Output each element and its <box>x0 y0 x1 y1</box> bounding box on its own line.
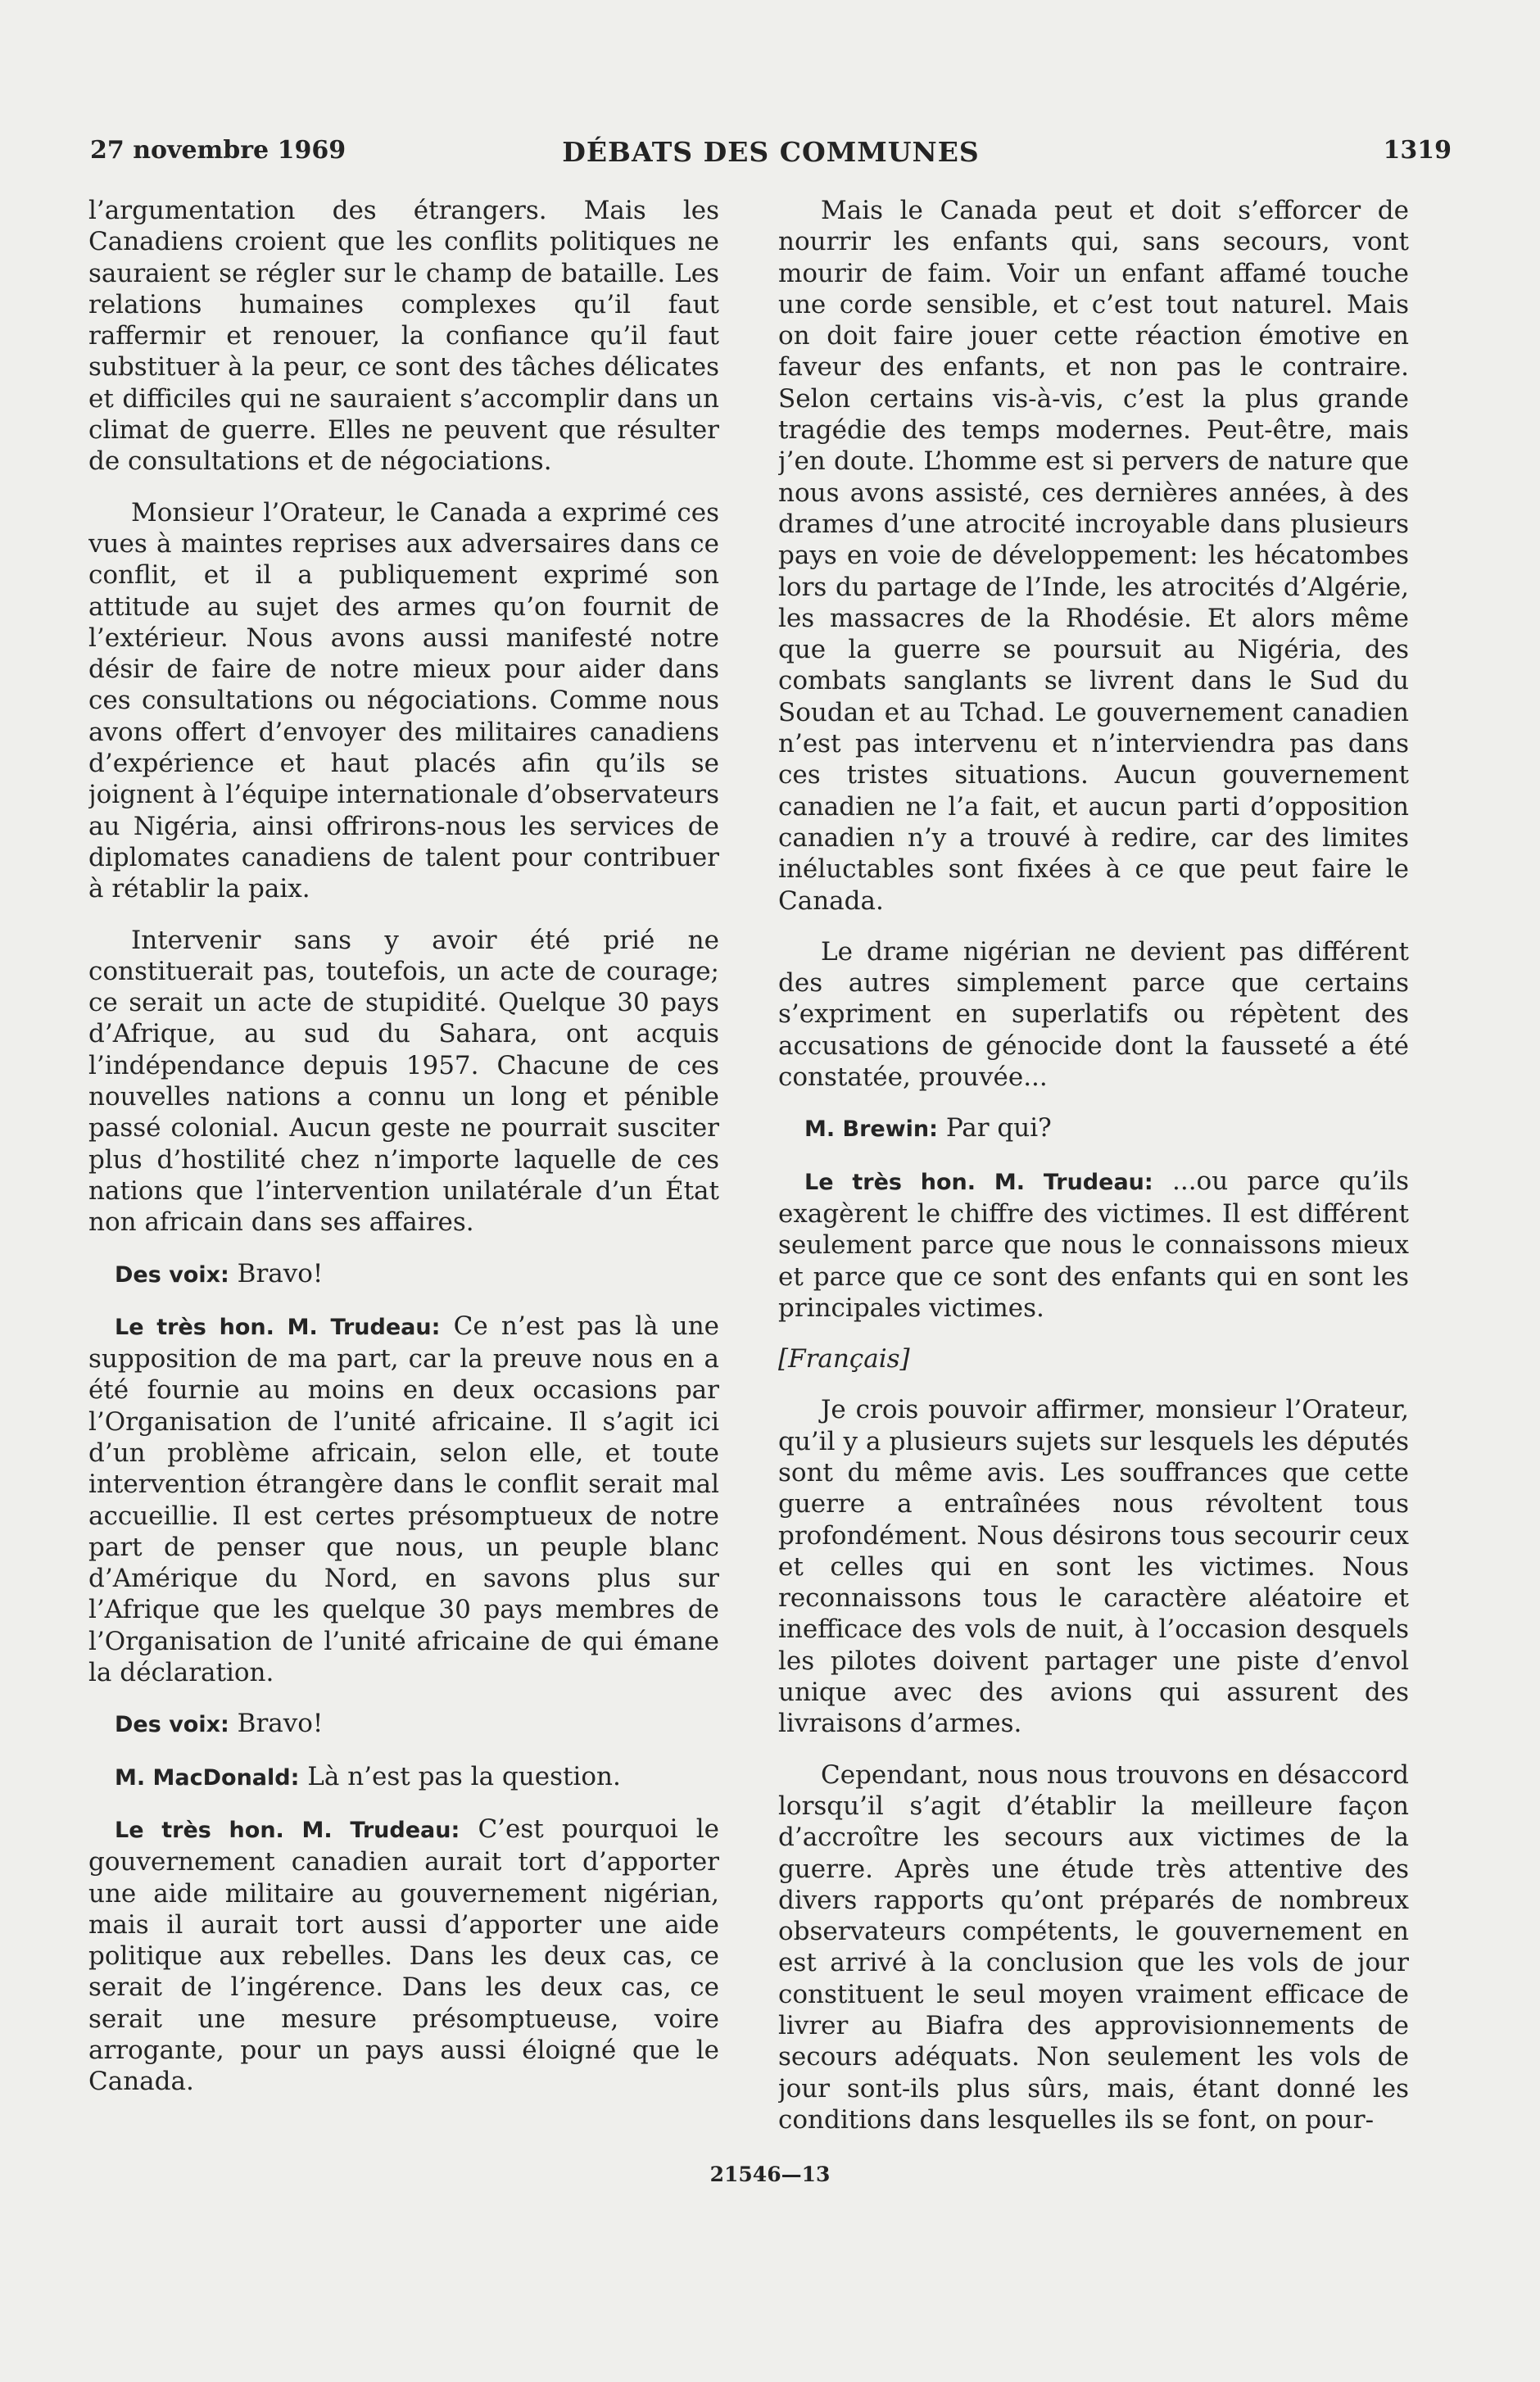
paragraph <box>88 1311 719 1689</box>
paragraph-text: Ce n’est pas là une supposition de ma part, car la preuve nous en a été fournie au moins en deux occasions par l’Organisation de l’unité africaine. Il s’agit ici d’un problème africain, selon elle, et toute intervention étrangère dans le conflit serait mal accueillie. Il est certes présomptueux de notre part de penser que nous, un peuple blanc d’Amérique du Nord, en savons plus sur l’Afrique que les quelque 30 pays membres de l’Organisation de l’unité africaine de qui émane la déclaration. <box>88 1311 719 1688</box>
paragraph-text: Là n’est pas la question. <box>307 1761 621 1791</box>
speaker-name: M. MacDonald: <box>115 1764 300 1791</box>
speaker-name: Le très hon. M. Trudeau: <box>804 1169 1153 1195</box>
paragraph-text: Je crois pouvoir affirmer, monsieur l’Orateur, qu’il y a plusieurs sujets sur lesquels les députés sont du même avis. Les souffrances que cette guerre a entraînées nous révoltent tous profondément. Nous désirons tous secourir ceux et celles qui en sont les victimes. Nous reconnaissons tous le caractère aléatoire et inefficace des vols de nuit, à l’occasion desquels les pilotes doivent partager une piste d’envol unique avec des avions qui assurent des livraisons d’armes. <box>778 1395 1409 1739</box>
paragraph <box>88 195 719 478</box>
paragraph-text: Bravo! <box>237 1258 324 1288</box>
paragraph <box>88 497 719 905</box>
header-date: 27 novembre 1969 <box>90 136 346 165</box>
paragraph <box>88 925 719 1239</box>
paragraph-text: ...ou parce qu’ils exagèrent le chiffre des victimes. Il est différent seulement parce que nous le connaissons mieux et parce que ce sont des enfants qui en sont les principales victimes. <box>778 1166 1409 1323</box>
paragraph <box>88 1761 719 1794</box>
paragraph <box>778 1759 1409 2136</box>
language-marker-text: [Français] <box>778 1344 910 1374</box>
paragraph-text: Intervenir sans y avoir été prié ne constituerait pas, toutefois, un acte de courage; ce serait un acte de stupidité. Quelque 30 pays d’Afrique, au sud du Sahara, ont acquis l’indépendance depuis 1957. Chacune de ces nouvelles nations a connu un long et pénible passé colonial. Aucun geste ne pourrait susciter plus d’hostilité chez n’importe laquelle de ces nations que l’intervention unilatérale d’un État non africain dans ses affaires. <box>88 925 719 1238</box>
speaker-name: Le très hon. M. Trudeau: <box>115 1314 441 1340</box>
paragraph-text: C’est pourquoi le gouvernement canadien aurait tort d’apporter une aide militaire au gouvernement nigérian, mais il aurait tort aussi d’apporter une aide politique aux rebelles. Dans les deux cas, ce serait de l’ingérence. Dans les deux cas, ce serait une mesure présomptueuse, voire arrogante, pour un pays aussi éloigné que le Canada. <box>88 1814 719 2097</box>
paragraph <box>88 1258 719 1291</box>
header-title: DÉBATS DES COMMUNES <box>562 136 980 168</box>
paragraph-text: Monsieur l’Orateur, le Canada a exprimé ces vues à maintes reprises aux adversaires dans ce conflit, et il a publiquement exprimé son attitude au sujet des armes qu’on fournit de l’extérieur. Nous avons aussi manifesté notre désir de faire de notre mieux pour aider dans ces consultations ou négociations. Comme nous avons offert d’envoyer des militaires canadiens d’expérience et haut placés afin qu’ils se joignent à l’équipe internationale d’observateurs au Nigéria, ainsi offrirons-nous les services de diplomates canadiens de talent pour contribuer à rétablir la paix. <box>88 497 719 904</box>
speaker-name: M. Brewin: <box>804 1116 938 1143</box>
speaker-name: Des voix: <box>115 1261 229 1288</box>
language-marker <box>778 1343 1409 1374</box>
paragraph <box>88 1814 719 2098</box>
running-header <box>90 136 1452 177</box>
paragraph-text: l’argumentation des étrangers. Mais les Canadiens croient que les conflits politiques ne sauraient se régler sur le champ de bataille. Les relations humaines complexes qu’il faut raffermir et renouer, la confiance qu’il faut substituer à la peur, ce sont des tâches délicates et difficiles qui ne sauraient s’accomplir dans un climat de guerre. Elles ne peuvent que résulter de consultations et de négociations. <box>88 196 719 477</box>
paragraph-text: Bravo! <box>237 1709 324 1739</box>
paragraph-text: Mais le Canada peut et doit s’efforcer de nourrir les enfants qui, sans secours, vont mourir de faim. Voir un enfant affamé touche une corde sensible, et c’est tout naturel. Mais on doit faire jouer cette réaction émotive en faveur des enfants, et non pas le contraire. Selon certains vis-à-vis, c’est la plus grande tragédie des temps modernes. Peut-être, mais j’en doute. L’homme est si pervers de nature que nous avons assisté, ces dernières années, à des drames d’une atrocité incroyable dans plusieurs pays en voie de développement: les hécatombes lors du partage de l’Inde, les atrocités d’Algérie, les massacres de la Rhodésie. Et alors même que la guerre se poursuit au Nigéria, des combats sanglants se livrent dans le Sud du Soudan et au Tchad. Le gouvernement canadien n’est pas intervenu et n’interviendra pas dans ces tristes situations. Aucun gouvernement canadien ne l’a fait, et aucun parti d’opposition canadien n’y a trouvé à redire, car des limites inéluctables sont fixées à ce que peut faire le Canada. <box>778 196 1409 916</box>
paragraph <box>778 1166 1409 1324</box>
footer-code: 21546—13 <box>709 2162 831 2186</box>
speaker-name: Des voix: <box>115 1712 229 1738</box>
paragraph <box>778 1112 1409 1145</box>
header-page-number: 1319 <box>1383 136 1452 165</box>
paragraph-text: Par qui? <box>945 1113 1052 1143</box>
right-column <box>778 195 1409 2177</box>
paragraph <box>778 1394 1409 1739</box>
speaker-name: Le très hon. M. Trudeau: <box>115 1817 460 1843</box>
paragraph <box>778 936 1409 1093</box>
paragraph-text: Le drame nigérian ne devient pas différent des autres simplement parce que certains s’expriment en superlatifs ou répètent des accusations de génocide dont la fausseté a été constatée, prouvée... <box>778 936 1409 1093</box>
paragraph <box>778 195 1409 917</box>
paragraph-text: Cependant, nous nous trouvons en désaccord lorsqu’il s’agit d’établir la meilleure façon d’accroître les secours aux victimes de la guerre. Après une étude très attentive des divers rapports qu’ont préparés de nombreux observateurs compétents, le gouvernement en est arrivé à la conclusion que les vols de jour constituent le seul moyen vraiment efficace de livrer au Biafra des approvisionnements de secours adéquats. Non seulement les vols de jour sont-ils plus sûrs, mais, étant donné les conditions dans lesquelles ils se font, on pour- <box>778 1759 1409 2135</box>
paragraph <box>88 1708 719 1741</box>
left-column <box>88 195 719 2177</box>
